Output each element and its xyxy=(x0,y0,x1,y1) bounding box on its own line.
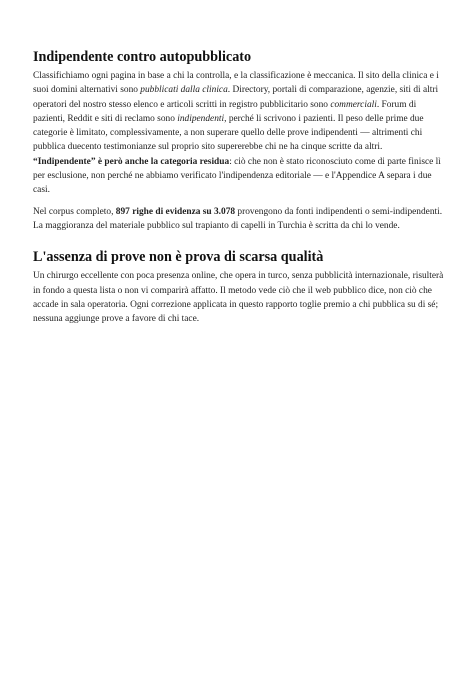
bold-evidence-count: 897 righe di evidenza su 3.078 xyxy=(115,206,236,217)
text-run: . Directory, portali di comparazione, agenzie, siti di altri operatori del nostro stesso elenco e articoli scritti in registro pubblicitario sono xyxy=(33,85,439,110)
text-run: Classifichiamo ogni pagina in base a chi la controlla, e la classificazione è meccanica. Il sito della clinica e i suoi domini alternativi sono xyxy=(33,71,439,96)
paragraph-absence-of-evidence: Un chirurgo eccellente con poca presenza online, che opera in turco, senza pubblicità internazionale, risulterà in fondo a questa lista o non vi comparirà affatto. Il metodo vede ciò che il web pubblico dice, non ciò che accade in sala operatoria. Ogni correzione applicata in questo rapporto toglie premio a chi pubblica su di sé; nessuna aggiunge prove a favore di chi tace. xyxy=(33,271,444,325)
section-heading-absence-of-evidence: L'assenza di prove non è prova di scarsa qualità xyxy=(33,249,324,266)
italic-term-clinic-published: pubblicati dalla clinica xyxy=(140,85,228,96)
text-run: , perché li scrivono i pazienti. Il peso delle prime due categorie è limitato, complessivamente, a non superare quello delle prove indipendenti — altrimenti chi pubblica duecento testimonianze sul proprio sito supererebbe chi ne ha cinque scritte da altri. xyxy=(33,113,424,153)
text-run: Nel corpus completo, xyxy=(33,206,116,217)
section-heading-independent-vs-self-published: Indipendente contro autopubblicato xyxy=(33,49,252,65)
bold-residual-category: “Indipendente” è però anche la categoria residua xyxy=(33,156,230,167)
italic-term-independent: indipendenti xyxy=(177,113,225,124)
text-run: : ciò che non è stato riconosciuto come di parte finisce lì per esclusione, non perché ne abbiamo verificato l'indipendenza editoriale — e l'Appendice A separa i due casi. xyxy=(33,156,441,196)
italic-term-commercial: commerciali xyxy=(330,99,377,110)
paragraph-classification xyxy=(33,69,445,198)
document-page xyxy=(33,48,445,326)
text-run: . Forum di pazienti, Reddit e siti di reclamo sono xyxy=(33,99,417,124)
paragraph-corpus-stats xyxy=(33,205,445,234)
text-run: provengono da fonti indipendenti o semi-indipendenti. La maggioranza del materiale pubblico sul trapianto di capelli in Turchia è scritta da chi lo vende. xyxy=(33,206,443,231)
